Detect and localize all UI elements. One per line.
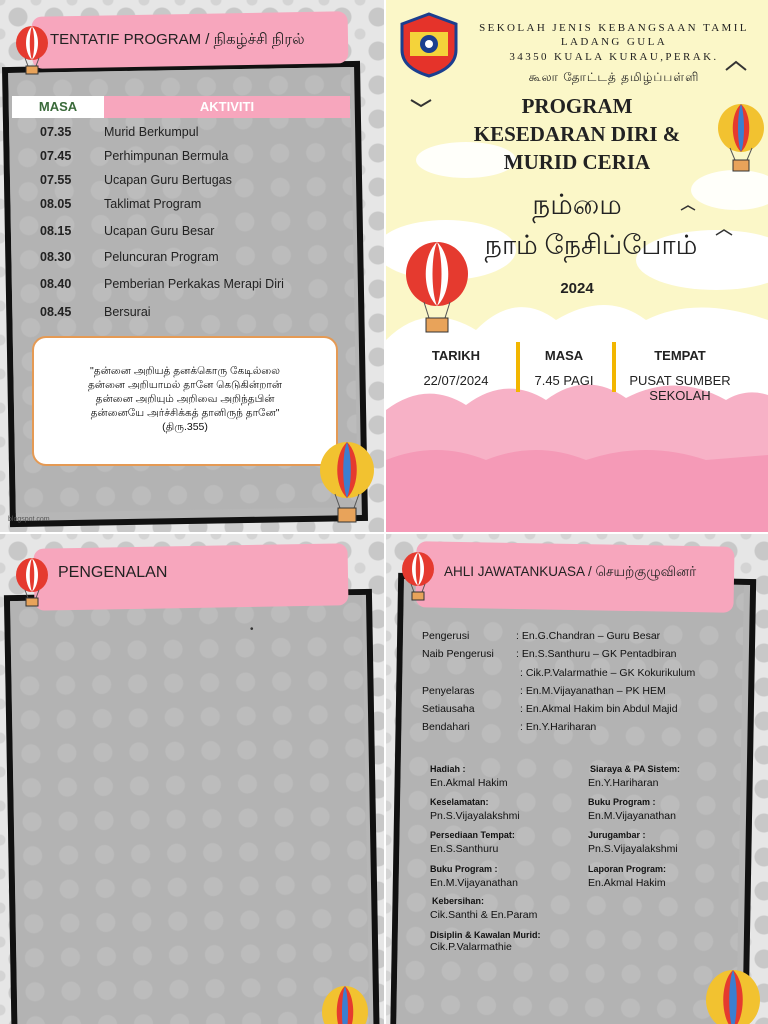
duty-role: Siaraya & PA Sistem:: [590, 764, 681, 774]
place-value-line2: SEKOLAH: [649, 388, 711, 403]
committee-name: : En.Akmal Hakim bin Abdul Majid: [520, 703, 678, 715]
balloon-icon: [14, 26, 50, 76]
quote-line: "தன்னை அறியத் தனக்கொரு கேடில்லை: [90, 365, 280, 377]
thirukkural-quote-box: [32, 336, 338, 466]
duty-role: Disiplin & Kawalan Murid:: [430, 930, 541, 940]
duty-name: En.Akmal Hakim: [430, 777, 508, 789]
duty-name: En.M.Vijayanathan: [430, 877, 518, 889]
school-logo-icon: [398, 12, 460, 78]
committee-role: Penyelaras: [422, 685, 475, 697]
tamil-slogan-line1: நம்மை: [532, 190, 622, 221]
schedule-row: [20, 305, 340, 323]
schedule-row: [20, 125, 340, 143]
row-activity: Peluncuran Program: [104, 250, 219, 264]
duty-role: Keselamatan:: [430, 797, 489, 807]
row-activity: Murid Berkumpul: [104, 125, 199, 139]
time-info: [522, 348, 606, 388]
duty-role: Buku Program :: [430, 864, 498, 874]
row-activity: Ucapan Guru Besar: [104, 224, 215, 238]
committee-name: : En.G.Chandran – Guru Besar: [516, 630, 661, 642]
row-activity: Bersurai: [104, 305, 151, 319]
duty-name: Pn.S.Vijayalakshmi: [430, 810, 520, 822]
committee-role: Naib Pengerusi: [422, 648, 494, 660]
row-time: 08.05: [40, 197, 72, 211]
schedule-row: [20, 224, 340, 242]
balloon-icon: [716, 104, 766, 174]
schedule-header: [12, 96, 350, 118]
row-time: 07.35: [40, 125, 72, 139]
program-title-line1: PROGRAM: [521, 94, 633, 118]
place-value-line1: PUSAT SUMBER: [629, 373, 731, 388]
school-address: 34350 KUALA KURAU,PERAK.: [509, 51, 719, 63]
balloon-icon: [318, 442, 376, 526]
intro-panel: [10, 595, 370, 1024]
duty-role: Persediaan Tempat:: [430, 830, 515, 840]
time-label: MASA: [544, 348, 584, 363]
row-time: 07.55: [40, 173, 72, 187]
duty-name: En.M.Vijayanathan: [588, 810, 676, 822]
schedule-page: [0, 0, 384, 532]
balloon-icon: [14, 558, 50, 608]
row-time: 08.45: [40, 305, 72, 319]
quote-line: தன்னையே அர்ச்சிக்கத் தானிருந் தானே": [90, 407, 280, 419]
date-value: 22/07/2024: [423, 373, 489, 388]
schedule-row: [20, 197, 340, 215]
committee-name: : En.Y.Hariharan: [520, 721, 597, 733]
duty-role: Kebersihan:: [432, 896, 485, 906]
quote-line: தன்னை அறியாமல் தானே கெடுகின்றான்: [87, 379, 283, 391]
committee-name: : En.M.Vijayanathan – PK HEM: [520, 685, 666, 697]
committee-role: Setiausaha: [422, 703, 475, 715]
date-info: [408, 348, 504, 388]
row-activity: Perhimpunan Bermula: [104, 149, 229, 163]
info-divider: [612, 342, 616, 392]
place-label: TEMPAT: [654, 348, 706, 363]
school-name-line2: LADANG GULA: [560, 36, 668, 48]
credit-text: blogspot.com: [8, 516, 50, 523]
row-time: 07.45: [40, 149, 72, 163]
schedule-row: [20, 173, 340, 191]
row-activity: Ucapan Guru Bertugas: [104, 173, 232, 187]
balloon-icon: [400, 552, 436, 602]
duty-role: Laporan Program:: [588, 864, 667, 874]
info-divider: [516, 342, 520, 392]
committee-name: : Cik.P.Valarmathie – GK Kokurikulum: [520, 667, 696, 679]
intro-title: PENGENALAN: [58, 564, 168, 581]
program-year: 2024: [560, 280, 594, 297]
balloon-icon: [320, 986, 370, 1024]
duty-role: Jurugambar :: [588, 830, 646, 840]
duty-role: Hadiah :: [430, 764, 466, 774]
row-activity: Taklimat Program: [104, 197, 202, 211]
row-time: 08.40: [40, 277, 72, 291]
schedule-row: [20, 149, 340, 167]
committee-page: [386, 534, 768, 1024]
school-name-line1: SEKOLAH JENIS KEBANGSAAN TAMIL: [479, 22, 749, 34]
duty-name: Cik.Santhi & En.Param: [430, 909, 538, 921]
school-name-tamil: கூலா தோட்டத் தமிழ்ப்பள்ளி: [528, 70, 700, 84]
tamil-slogan-line2: நாம் நேசிப்போம்: [484, 230, 698, 260]
quote-line: (திரு.355): [162, 421, 208, 433]
schedule-title: TENTATIF PROGRAM / நிகழ்ச்சி நிரல்: [50, 31, 305, 48]
committee-name: : En.S.Santhuru – GK Pentadbiran: [516, 648, 677, 660]
committee-title: AHLI JAWATANKUASA / செயற்குழுவினர்: [444, 564, 697, 579]
duty-name: En.Akmal Hakim: [588, 877, 666, 889]
date-label: TARIKH: [431, 348, 481, 363]
program-title-line2: KESEDARAN DIRI &: [473, 122, 681, 146]
program-title-line3: MURID CERIA: [503, 150, 651, 174]
intro-bullet: •: [250, 624, 254, 635]
quote-line: தன்னை அறியும் அறிவை அறிந்தபின்: [95, 393, 275, 405]
committee-role: Pengerusi: [422, 630, 470, 642]
intro-page: [0, 534, 384, 1024]
row-activity: Pemberian Perkakas Merapi Diri: [104, 277, 284, 291]
committee-role: Bendahari: [422, 721, 470, 733]
duty-name: Cik.P.Valarmathie: [430, 941, 512, 953]
row-time: 08.15: [40, 224, 72, 238]
schedule-row: [20, 277, 340, 295]
schedule-row: [20, 250, 340, 268]
place-info: [620, 348, 740, 403]
balloon-icon: [704, 970, 762, 1024]
time-value: 7.45 PAGI: [534, 373, 594, 388]
activity-column-header: AKTIVITI: [104, 96, 350, 118]
row-time: 08.30: [40, 250, 72, 264]
balloon-icon: [404, 242, 470, 336]
duty-name: Pn.S.Vijayalakshmi: [588, 843, 678, 855]
time-column-header: MASA: [12, 96, 104, 118]
duty-name: En.Y.Hariharan: [588, 777, 659, 789]
duty-role: Buku Program :: [588, 797, 656, 807]
duty-name: En.S.Santhuru: [430, 843, 499, 855]
